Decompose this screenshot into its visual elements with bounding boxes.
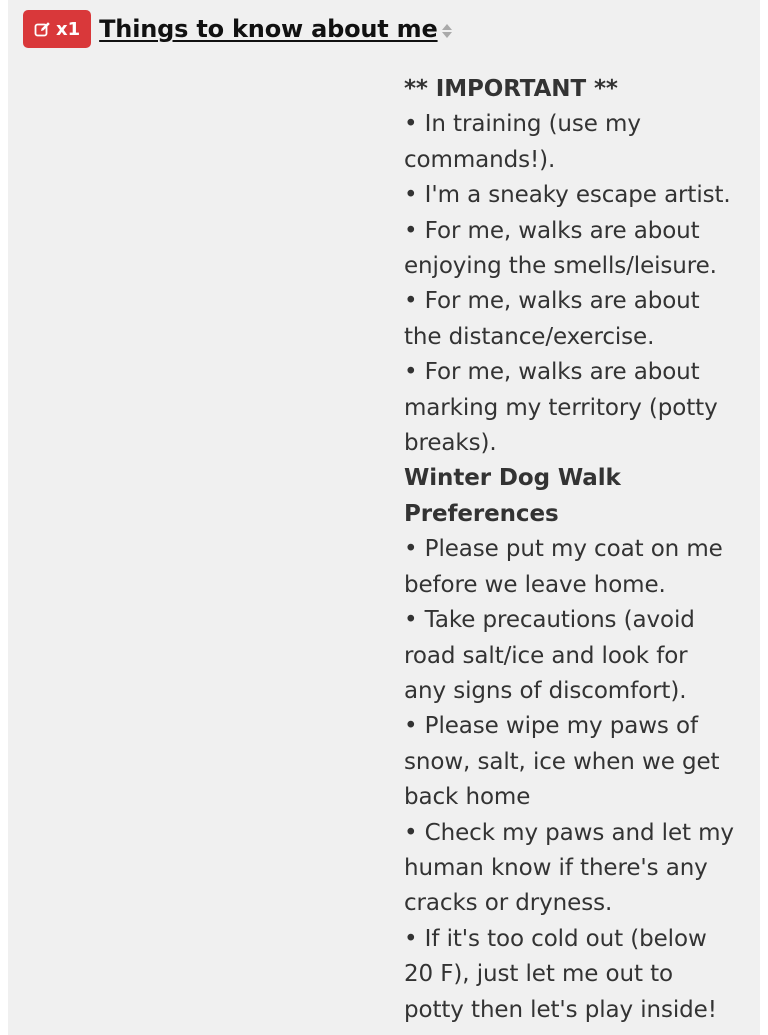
notes-line: road salt/ice and look for xyxy=(404,642,688,669)
notes-line: marking my territory (potty xyxy=(404,394,718,421)
notes-heading-line: Winter Dog Walk xyxy=(404,465,621,492)
notes-line: • For me, walks are about xyxy=(404,359,700,386)
notes-line: cracks or dryness. xyxy=(404,890,613,917)
notes-line: before we leave home. xyxy=(404,571,666,598)
notes-line: snow, salt, ice when we get xyxy=(404,748,720,775)
notes-line: potty then let's play inside! xyxy=(404,996,717,1023)
notes-line: • Please wipe my paws of xyxy=(404,713,698,740)
section-header xyxy=(23,10,452,48)
notes-line: 20 F), just let me out to xyxy=(404,961,673,988)
notes-line: the distance/exercise. xyxy=(404,323,655,350)
notes-line: commands!). xyxy=(404,146,556,173)
notes-heading-line: Preferences xyxy=(404,500,559,527)
sort-icon[interactable] xyxy=(442,24,452,38)
notes-line: back home xyxy=(404,784,531,811)
notes-line: • For me, walks are about xyxy=(404,217,700,244)
edit-badge-button[interactable] xyxy=(23,10,91,48)
notes-line: enjoying the smells/leisure. xyxy=(404,253,717,280)
notes-text-block xyxy=(404,72,744,1028)
edit-count: x1 xyxy=(56,18,81,40)
section-title[interactable]: Things to know about me xyxy=(99,15,438,43)
notes-line: • For me, walks are about xyxy=(404,288,700,315)
notes-line: • If it's too cold out (below xyxy=(404,925,707,952)
notes-line: • Please put my coat on me xyxy=(404,536,723,563)
notes-line: breaks). xyxy=(404,430,497,457)
notes-line: • Check my paws and let my xyxy=(404,819,734,846)
notes-line: • I'm a sneaky escape artist. xyxy=(404,182,731,209)
notes-line: human know if there's any xyxy=(404,854,708,881)
notes-line: any signs of discomfort). xyxy=(404,677,687,704)
notes-heading-line: ** IMPORTANT ** xyxy=(404,76,618,102)
notes-line: • Take precautions (avoid xyxy=(404,607,695,634)
edit-icon xyxy=(34,21,51,38)
notes-line: • In training (use my xyxy=(404,111,641,138)
